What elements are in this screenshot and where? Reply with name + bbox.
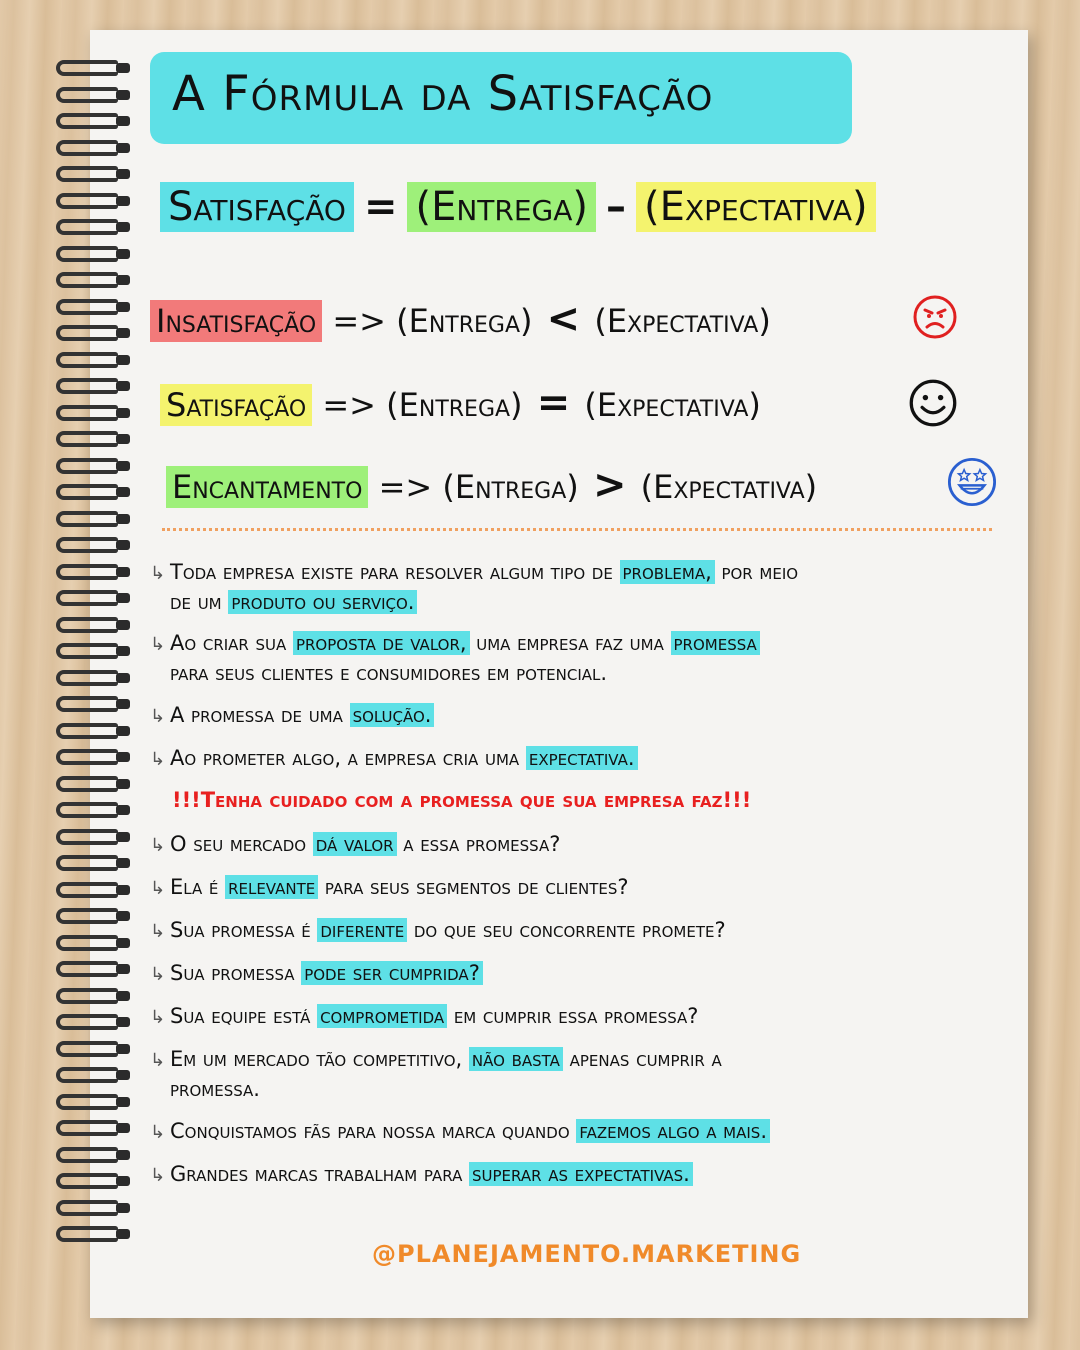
star-eyes-face-icon bbox=[946, 456, 998, 508]
spiral-ring bbox=[50, 723, 136, 743]
spiral-ring bbox=[50, 378, 136, 398]
list-item: ↳ Ao prometer algo, a empresa cria uma expectativa. bbox=[150, 744, 1010, 774]
list-item: ↳ Grandes marcas trabalham para superar as expectativas. bbox=[150, 1160, 1010, 1190]
dotted-divider bbox=[162, 528, 992, 531]
list-item: ↳ Sua promessa é diferente do que seu concorrente promete? bbox=[150, 916, 1010, 946]
spiral-ring bbox=[50, 749, 136, 769]
row-arrow: => bbox=[332, 302, 386, 340]
spiral-ring bbox=[50, 590, 136, 610]
spiral-ring bbox=[50, 908, 136, 928]
spiral-ring bbox=[50, 325, 136, 345]
spiral-ring bbox=[50, 193, 136, 213]
smile-face-icon bbox=[908, 378, 958, 428]
spiral-ring bbox=[50, 405, 136, 425]
formula-equals: = bbox=[363, 184, 398, 230]
spiral-ring bbox=[50, 935, 136, 955]
list-item: ↳ A promessa de uma solução. bbox=[150, 701, 1010, 731]
arrow-icon: ↳ bbox=[150, 1050, 166, 1071]
spiral-ring bbox=[50, 140, 136, 160]
list-item: ↳ Sua equipe está comprometida em cumprir essa promessa? bbox=[150, 1002, 1010, 1032]
formula-delivery: (Entrega) bbox=[407, 182, 596, 232]
spiral-ring bbox=[50, 1200, 136, 1220]
spiral-ring bbox=[50, 113, 136, 133]
spiral-ring bbox=[50, 802, 136, 822]
spiral-ring bbox=[50, 1147, 136, 1167]
arrow-icon: ↳ bbox=[150, 749, 166, 770]
spiral-ring bbox=[50, 272, 136, 292]
row-label: Insatisfação bbox=[150, 300, 322, 342]
spiral-ring bbox=[50, 1173, 136, 1193]
spiral-ring bbox=[50, 988, 136, 1008]
angry-face-icon bbox=[912, 294, 958, 340]
arrow-icon: ↳ bbox=[150, 1007, 166, 1028]
formula-expectation: (Expectativa) bbox=[636, 182, 876, 232]
spiral-ring bbox=[50, 670, 136, 690]
spiral-ring bbox=[50, 352, 136, 372]
row-operator: < bbox=[546, 296, 581, 342]
row-arrow: => bbox=[322, 386, 376, 424]
page-title: A Fórmula da Satisfação bbox=[172, 66, 714, 122]
main-formula bbox=[160, 184, 876, 230]
arrow-icon: ↳ bbox=[150, 706, 166, 727]
warning-text: !!!Tenha cuidado com a promessa que sua empresa faz!!! bbox=[172, 788, 752, 812]
row-encantamento bbox=[166, 462, 817, 508]
spiral-ring bbox=[50, 60, 136, 80]
list-item: ↳ Sua promessa pode ser cumprida? bbox=[150, 959, 1010, 989]
list-item: ↳ Em um mercado tão competitivo, não basta apenas cumprir a promessa. bbox=[150, 1047, 722, 1101]
row-delivery: (Entrega) bbox=[386, 386, 523, 424]
spiral-ring bbox=[50, 776, 136, 796]
spiral-ring bbox=[50, 1094, 136, 1114]
row-label: Satisfação bbox=[160, 384, 312, 426]
list-item: ↳ Ela é relevante para seus segmentos de clientes? bbox=[150, 873, 1010, 903]
spiral-ring bbox=[50, 1120, 136, 1140]
spiral-binding bbox=[50, 60, 140, 1300]
spiral-ring bbox=[50, 1226, 136, 1246]
spiral-ring bbox=[50, 617, 136, 637]
spiral-ring bbox=[50, 511, 136, 531]
spiral-ring bbox=[50, 458, 136, 478]
arrow-icon: ↳ bbox=[150, 563, 166, 584]
row-operator: = bbox=[536, 380, 571, 426]
list-item: ↳ O seu mercado dá valor a essa promessa? bbox=[150, 830, 1010, 860]
spiral-ring bbox=[50, 537, 136, 557]
row-expectation: (Expectativa) bbox=[594, 302, 771, 340]
formula-minus: – bbox=[606, 184, 627, 230]
spiral-ring bbox=[50, 1041, 136, 1061]
spiral-ring bbox=[50, 87, 136, 107]
arrow-icon: ↳ bbox=[150, 964, 166, 985]
spiral-ring bbox=[50, 696, 136, 716]
row-insatisfacao bbox=[150, 296, 771, 342]
row-operator: > bbox=[592, 462, 627, 508]
list-item: ↳ Conquistamos fãs para nossa marca quando fazemos algo a mais. bbox=[150, 1117, 1010, 1147]
row-arrow: => bbox=[378, 468, 433, 506]
row-expectation: (Expectativa) bbox=[584, 386, 761, 424]
arrow-icon: ↳ bbox=[150, 1165, 166, 1186]
spiral-ring bbox=[50, 246, 136, 266]
spiral-ring bbox=[50, 961, 136, 981]
row-label: Encantamento bbox=[166, 466, 368, 508]
spiral-ring bbox=[50, 299, 136, 319]
spiral-ring bbox=[50, 882, 136, 902]
spiral-ring bbox=[50, 219, 136, 239]
spiral-ring bbox=[50, 1067, 136, 1087]
formula-result: Satisfação bbox=[160, 182, 354, 232]
arrow-icon: ↳ bbox=[150, 835, 166, 856]
spiral-ring bbox=[50, 431, 136, 451]
row-delivery: (Entrega) bbox=[442, 468, 579, 506]
row-delivery: (Entrega) bbox=[396, 302, 533, 340]
spiral-ring bbox=[50, 855, 136, 875]
row-satisfacao bbox=[160, 380, 761, 426]
spiral-ring bbox=[50, 166, 136, 186]
list-item: ↳ Ao criar sua proposta de valor, uma empresa faz uma promessa para seus clientes e consumidores em potencial. bbox=[150, 629, 1010, 688]
spiral-ring bbox=[50, 484, 136, 504]
spiral-ring bbox=[50, 829, 136, 849]
spiral-ring bbox=[50, 564, 136, 584]
arrow-icon: ↳ bbox=[150, 634, 166, 655]
list-item: ↳ Toda empresa existe para resolver algum tipo de problema, por meio de um produto ou serviço. bbox=[150, 560, 799, 614]
instagram-handle[interactable]: @PLANEJAMENTO.MARKETING bbox=[372, 1240, 802, 1268]
row-expectation: (Expectativa) bbox=[640, 468, 818, 506]
spiral-ring bbox=[50, 643, 136, 663]
spiral-ring bbox=[50, 1014, 136, 1034]
arrow-icon: ↳ bbox=[150, 878, 166, 899]
arrow-icon: ↳ bbox=[150, 921, 166, 942]
arrow-icon: ↳ bbox=[150, 1122, 166, 1143]
